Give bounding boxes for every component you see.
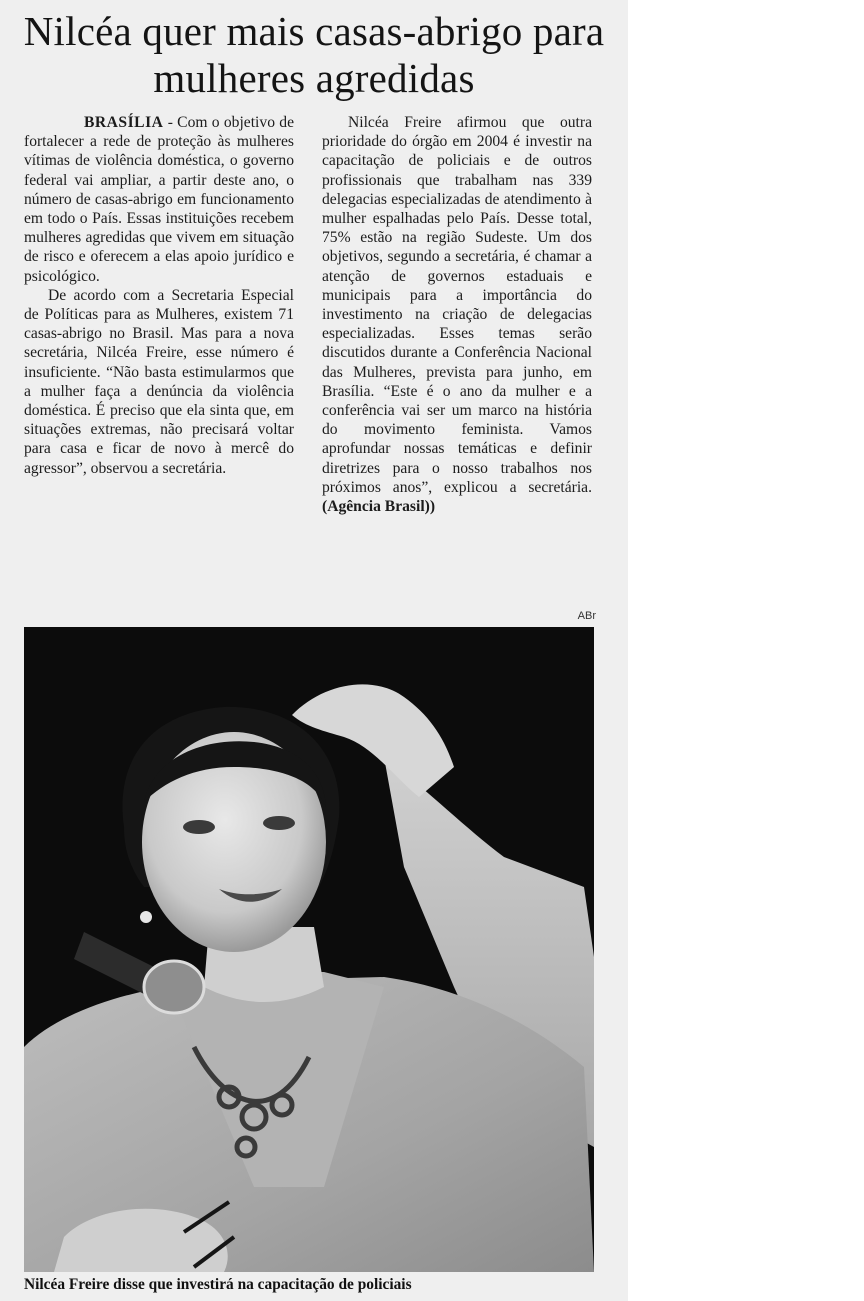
news-photo xyxy=(24,627,594,1272)
paragraph-2: De acordo com a Secretaria Especial de Políticas para as Mulheres, existem 71 casas-abrigo no Brasil. Mas para a nova secretária, Nilcéa Freire, esse número é insuficiente. “Não basta estimularmos que a mulher faça a denúncia da violência doméstica. É preciso que ela sinta que, em situações extremas, não precisará voltar para casa e ficar de novo à mercê do agressor”, observou a secretária. xyxy=(24,286,294,477)
dateline: BRASÍLIA xyxy=(84,114,164,131)
article-column-2 xyxy=(322,113,592,516)
right-eye xyxy=(263,816,295,830)
photo-caption: Nilcéa Freire disse que investirá na capacitação de policiais xyxy=(24,1276,412,1293)
source-credit: (Agência Brasil)) xyxy=(322,498,436,516)
paragraph-1-text: - Com o objetivo de fortalecer a rede de proteção às mulheres vítimas de violência doméstica, o governo federal vai ampliar, a partir deste ano, o número de casas-abrigo em funcionamento em todo o País. Essas instituições recebem mulheres agredidas que vivem em situação de risco e oferecem a elas apoio jurídico e psicológico. xyxy=(24,114,294,285)
article-column-1 xyxy=(24,113,294,478)
paragraph-3 xyxy=(322,113,592,516)
left-eye xyxy=(183,820,215,834)
paragraph-1 xyxy=(24,113,294,286)
headline: Nilcéa quer mais casas-abrigo para mulheres agredidas xyxy=(23,8,605,101)
portrait-illustration xyxy=(24,627,594,1272)
photo-credit: ABr xyxy=(577,610,596,622)
earring xyxy=(140,911,152,923)
paragraph-3-text: Nilcéa Freire afirmou que outra prioridade do órgão em 2004 é investir na capacitação de policiais e de outros profissionais que trabalham nas 339 delegacias especializadas de atendimento à mulher espalhadas pelo País. Desse total, 75% estão na região Sudeste. Um dos objetivos, segundo a secretária, é chamar a atenção de governos estaduais e municipais para a importância do investimento na criação de delegacias especializadas. Esses temas serão discutidos durante a Conferência Nacional das Mulheres, prevista para junho, em Brasília. “Este é o ano da mulher e a conferência vai ser um marco na história do movimento feminista. Vamos aprofundar nossas temáticas e definir diretrizes para o nosso trabalhos nos próximos anos”, explicou a secretária. xyxy=(322,114,592,496)
